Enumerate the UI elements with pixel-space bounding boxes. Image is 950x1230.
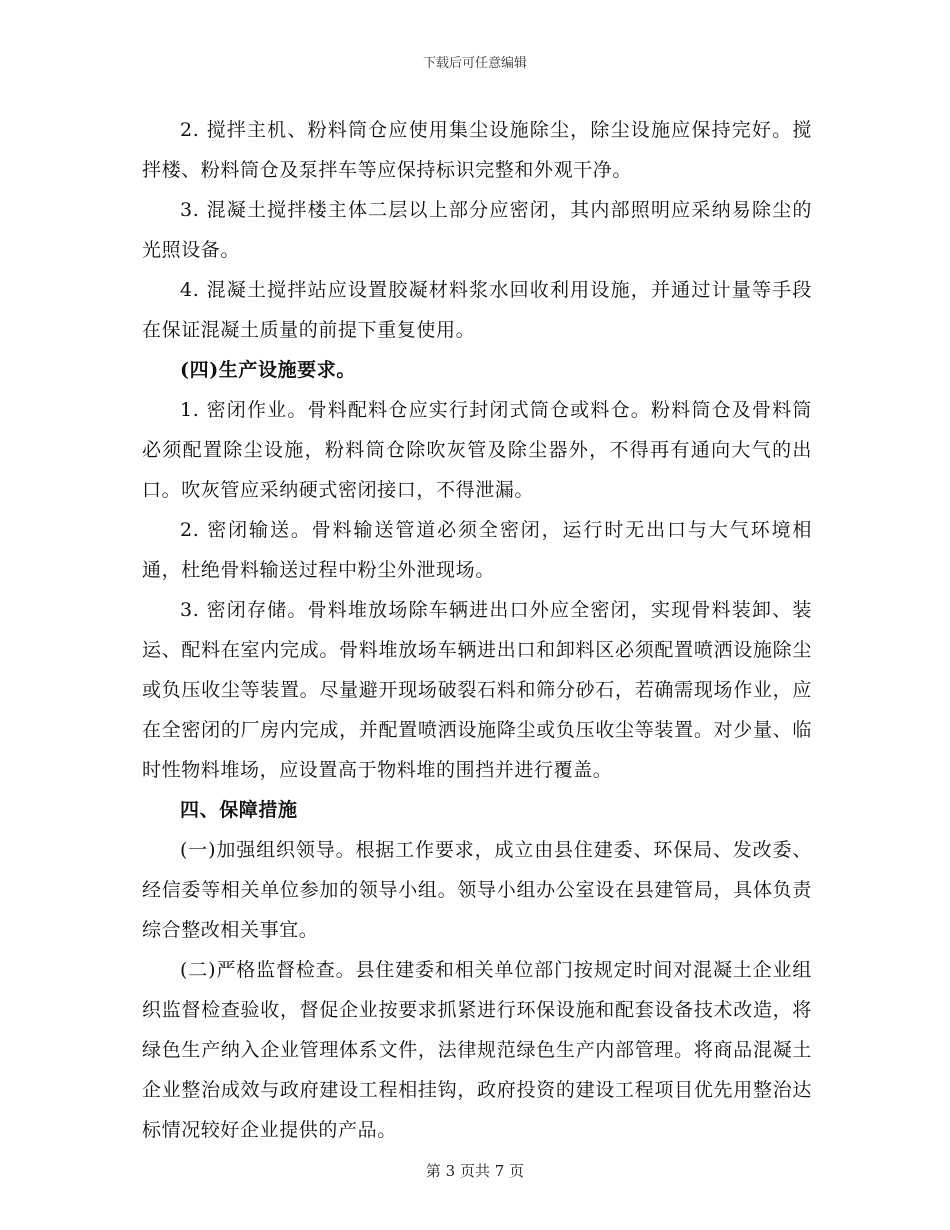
section-heading-production-facilities: (四)生产设施要求。 [180,359,356,381]
paragraph-item-4: 4. 混凝土搅拌站应设置胶凝材料浆水回收利用设施，并通过计量等手段在保证混凝土质量的前提下重复使用。 [142,279,812,341]
paragraph-closed-transport: 2. 密闭输送。骨料输送管道必须全密闭，运行时无出口与大气环境相通，杜绝骨料输送过程中粉尘外泄现场。 [142,519,812,581]
paragraph-item-3: 3. 混凝土搅拌楼主体二层以上部分应密闭，其内部照明应采纳易除尘的光照设备。 [142,199,812,261]
paragraph-supervision-inspection: (二)严格监督检查。县住建委和相关单位部门按规定时间对混凝土企业组织监督检查验收，督促企业按要求抓紧进行环保设施和配套设备技术改造，将绿色生产纳入企业管理体系文件，法律规范绿色生产内部管理。将商品混凝土企业整治成效与政府建设工程相挂钩，政府投资的建设工程项目优先用整治达标情况较好企业提供的产品。 [142,959,812,1141]
section-heading-safeguards: 四、保障措施 [180,799,298,821]
document-body [142,110,812,1150]
paragraph-organization-leadership: (一)加强组织领导。根据工作要求，成立由县住建委、环保局、发改委、经信委等相关单位参加的领导小组。领导小组办公室设在县建管局，具体负责综合整改相关事宜。 [142,839,812,941]
paragraph-closed-storage: 3. 密闭存储。骨料堆放场除车辆进出口外应全密闭，实现骨料装卸、装运、配料在室内完成。骨料堆放场车辆进出口和卸料区必须配置喷洒设施除尘或负压收尘等装置。尽量避开现场破裂石料和筛分砂石，若确需现场作业，应在全密闭的厂房内完成，并配置喷洒设施降尘或负压收尘等装置。对少量、临时性物料堆场，应设置高于物料堆的围挡并进行覆盖。 [142,599,812,781]
paragraph-closed-operation: 1. 密闭作业。骨料配料仓应实行封闭式筒仓或料仓。粉料筒仓及骨料筒必须配置除尘设施，粉料筒仓除吹灰管及除尘器外，不得再有通向大气的出口。吹灰管应采纳硬式密闭接口，不得泄漏。 [142,399,812,501]
paragraph-item-2: 2. 搅拌主机、粉料筒仓应使用集尘设施除尘，除尘设施应保持完好。搅拌楼、粉料筒仓及泵拌车等应保持标识完整和外观干净。 [142,119,812,181]
page-header: 下载后可任意编辑 [422,56,527,71]
page-number-footer: 第 3 页共 7 页 [425,1162,525,1180]
